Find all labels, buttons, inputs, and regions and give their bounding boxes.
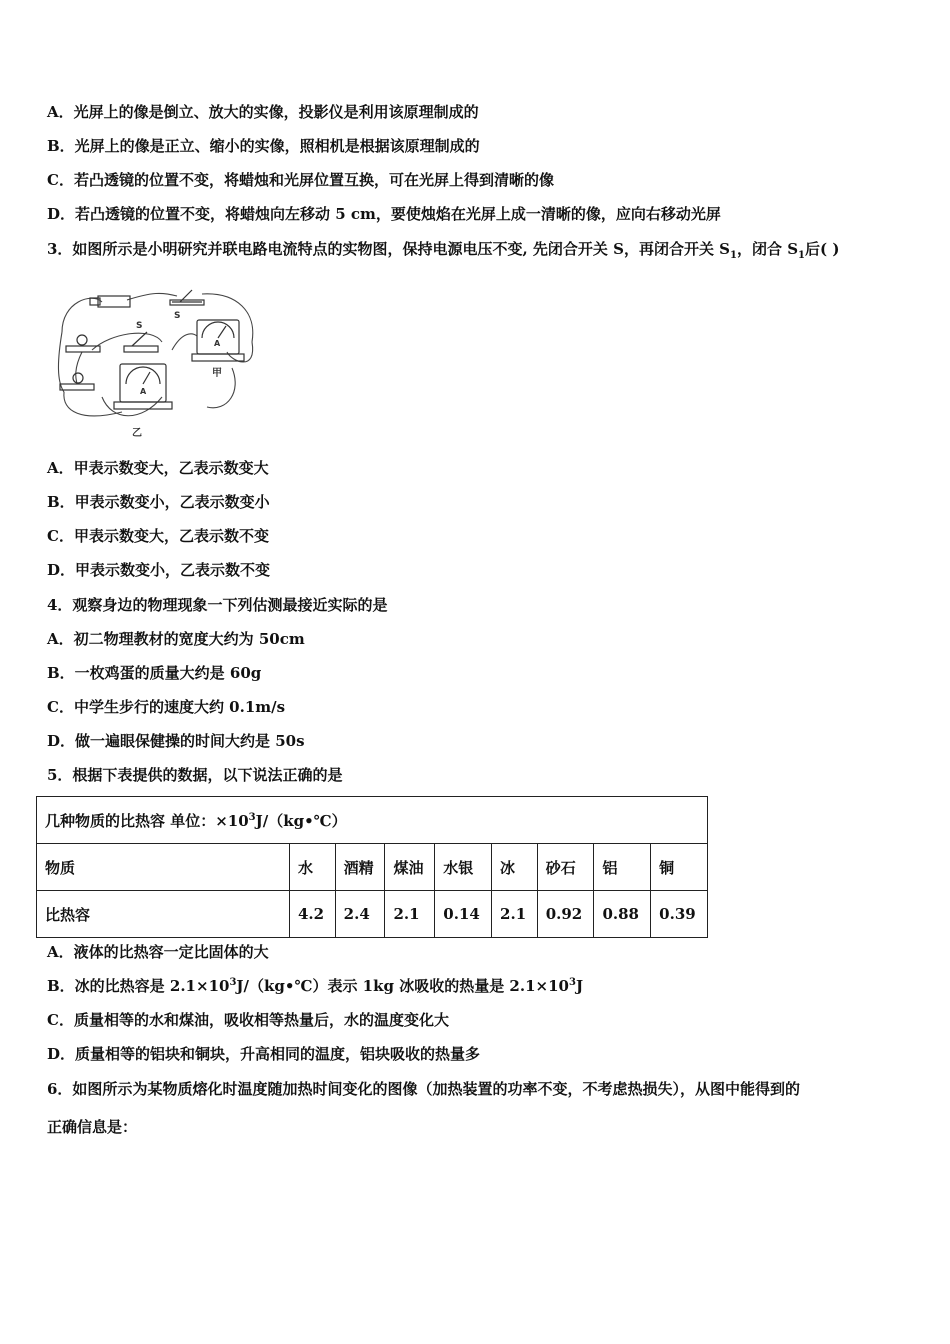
table-cell: 煤油 xyxy=(385,844,435,891)
q3-option-a: A．甲表示数变大，乙表示数变大 xyxy=(47,459,269,477)
table-cell: 水 xyxy=(290,844,336,891)
q4-option-b: B．一枚鸡蛋的质量大约是 60g xyxy=(47,664,262,682)
table-row xyxy=(37,891,708,938)
table-cell: 铝 xyxy=(594,844,651,891)
q2-option-a: A．光屏上的像是倒立、放大的实像，投影仪是利用该原理制成的 xyxy=(47,103,479,121)
circuit-figure xyxy=(52,272,262,442)
table-cell: 2.1 xyxy=(385,891,435,938)
label-jia: 甲 xyxy=(212,368,222,379)
label-a-top: A xyxy=(214,339,221,348)
q5-option-c: C．质量相等的水和煤油，吸收相等热量后，水的温度变化大 xyxy=(47,1011,449,1029)
q3-option-b: B．甲表示数变小，乙表示数变小 xyxy=(47,493,270,511)
q4-option-a: A．初二物理教材的宽度大约为 50cm xyxy=(47,630,305,648)
q2-option-c: C．若凸透镜的位置不变，将蜡烛和光屏位置互换，可在光屏上得到清晰的像 xyxy=(47,171,554,189)
table-header-specific-heat: 比热容 xyxy=(37,891,290,938)
q3-option-d: D．甲表示数变小，乙表示数不变 xyxy=(47,561,271,579)
table-cell: 2.4 xyxy=(335,891,385,938)
q6-stem-line2: 正确信息是： xyxy=(47,1118,138,1136)
table-cell: 0.88 xyxy=(594,891,651,938)
q4-option-d: D．做一遍眼保健操的时间大约是 50s xyxy=(47,732,305,750)
table-cell: 0.92 xyxy=(537,891,594,938)
table-cell: 砂石 xyxy=(537,844,594,891)
table-row xyxy=(37,844,708,891)
q4-stem: 4．观察身边的物理现象一下列估测最接近实际的是 xyxy=(47,596,388,614)
table-caption: 几种物质的比热容 单位：$\times 10^3J/(kg•℃)$ xyxy=(37,797,708,844)
table-caption-row xyxy=(37,797,708,844)
q3-option-c: C．甲表示数变大，乙表示数不变 xyxy=(47,527,269,545)
label-a-bottom: A xyxy=(140,387,147,396)
table-cell: 2.1 xyxy=(492,891,538,938)
q5-option-d: D．质量相等的铝块和铜块，升高相同的温度，铝块吸收的热量多 xyxy=(47,1045,481,1063)
q2-option-d: D．若凸透镜的位置不变，将蜡烛向左移动 5 cm，要使烛焰在光屏上成一清晰的像，应向右移动光屏 xyxy=(47,205,721,223)
table-cell: 0.14 xyxy=(435,891,492,938)
table-cell: 0.39 xyxy=(651,891,708,938)
label-s: S xyxy=(174,311,181,321)
q4-option-c: C．中学生步行的速度大约 0.1m/s xyxy=(47,698,286,716)
q2-option-b: B．光屏上的像是正立、缩小的实像，照相机是根据该原理制成的 xyxy=(47,137,480,155)
q6-stem-line1: 6．如图所示为某物质熔化时温度随加热时间变化的图像（加热装置的功率不变，不考虑热损失），从图中能得到的 xyxy=(47,1080,800,1098)
label-s1: S xyxy=(136,321,143,331)
table-header-substance: 物质 xyxy=(37,844,290,891)
table-cell: 铜 xyxy=(651,844,708,891)
q5-stem: 5．根据下表提供的数据，以下说法正确的是 xyxy=(47,766,343,784)
table-cell: 水银 xyxy=(435,844,492,891)
table-cell: 冰 xyxy=(492,844,538,891)
q5-option-b: B．冰的比热容是 $2.1\times 10^3J/(kg•℃)$表示 1kg 冰吸收的热量是 $2.1\times 10^3J$ xyxy=(47,977,584,995)
q3-stem: 3．如图所示是小明研究并联电路电流特点的实物图，保持电源电压不变, 先闭合开关 S，再闭合开关 $S_1$，闭合 $S_1$后( ) xyxy=(47,240,840,261)
q5-option-a: A．液体的比热容一定比固体的大 xyxy=(47,943,269,961)
label-yi: 乙 xyxy=(132,428,142,439)
table-cell: 酒精 xyxy=(335,844,385,891)
specific-heat-table xyxy=(36,796,708,938)
table-cell: 4.2 xyxy=(290,891,336,938)
